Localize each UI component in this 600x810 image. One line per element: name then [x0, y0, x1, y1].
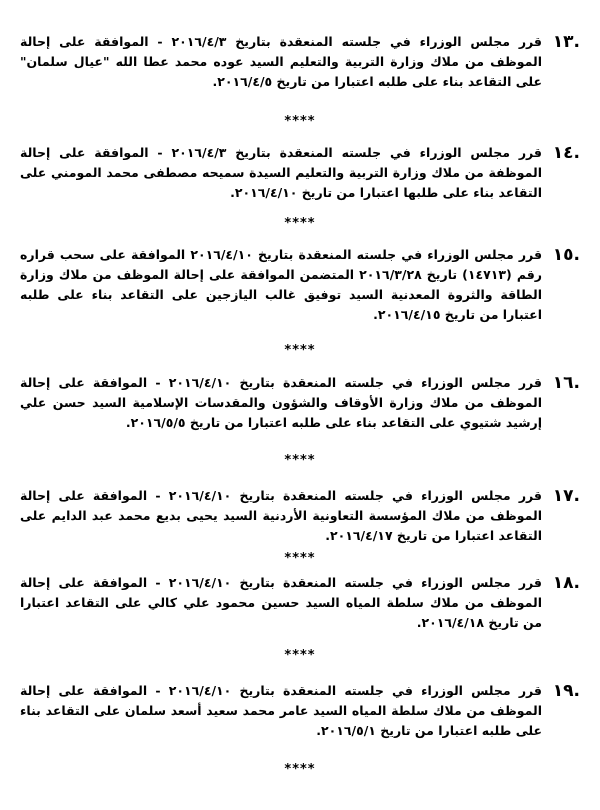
item-number: ١٣. [552, 32, 580, 52]
item-text: قرر مجلس الوزراء في جلسته المنعقدة بتاريخ ٢٠١٦/٤/١٠ - الموافقة على إحالة الموظف من ملاك المؤسسة التعاونية الأردنية السيد يحيى بديع محمد عبد الدايم على التقاعد اعتبارا من تاريخ ٢٠١٦/٤/١٧. [20, 488, 542, 543]
item-number: ١٩. [552, 681, 580, 701]
item-number: ١٤. [552, 143, 580, 163]
item-number: ١٨. [552, 573, 580, 593]
separator: **** [284, 648, 316, 663]
separator: **** [284, 114, 316, 129]
decision-item [20, 245, 580, 325]
separator: **** [284, 343, 316, 358]
item-text: قرر مجلس الوزراء في جلسته المنعقدة بتاريخ ٢٠١٦/٤/٣ - الموافقة على إحالة الموظفة من ملاك وزارة التربية والتعليم السيدة سميحه مصطفى محمد المومني على التقاعد بناء على طلبها اعتبارا من تاريخ ٢٠١٦/٤/١٠. [20, 145, 542, 200]
separator: **** [284, 762, 316, 777]
separator: **** [284, 453, 316, 468]
item-number: ١٦. [552, 373, 580, 393]
decision-item [20, 373, 580, 433]
separator: **** [284, 216, 316, 231]
decision-item [20, 486, 580, 546]
item-text: قرر مجلس الوزراء في جلسته المنعقدة بتاريخ ٢٠١٦/٤/١٠ - الموافقة على إحالة الموظف من ملاك سلطة المياه السيد عامر محمد سعيد أسعد سلمان على التقاعد بناء على طلبه اعتبارا من تاريخ ٢٠١٦/٥/١. [20, 683, 542, 738]
decision-item [20, 143, 580, 203]
item-text: قرر مجلس الوزراء في جلسته المنعقدة بتاريخ ٢٠١٦/٤/١٠ الموافقة على سحب قراره رقم (١٤٧١٣) تاريخ ٢٠١٦/٣/٢٨ المتضمن الموافقة على إحالة الموظف من ملاك وزارة الطاقة والثروة المعدنية السيد توفيق غالب اليازجين على التقاعد بناء على طلبه اعتبارا من تاريخ ٢٠١٦/٤/١٥. [20, 247, 543, 322]
decision-item [20, 573, 580, 633]
item-text: قرر مجلس الوزراء في جلسته المنعقدة بتاريخ ٢٠١٦/٤/٣ - الموافقة على إحالة الموظف من ملاك وزارة التربية والتعليم السيد عوده محمد عطا الله "عيال سلمان" على التقاعد بناء على طلبه اعتبارا من تاريخ ٢٠١٦/٤/٥. [20, 34, 542, 89]
separator: **** [284, 551, 316, 566]
decision-item [20, 681, 580, 741]
item-number: ١٧. [552, 486, 580, 506]
item-text: قرر مجلس الوزراء في جلسته المنعقدة بتاريخ ٢٠١٦/٤/١٠ - الموافقة على إحالة الموظف من ملاك سلطة المياه السيد حسين محمود علي كالي على التقاعد اعتبارا من تاريخ ٢٠١٦/٤/١٨. [20, 575, 542, 630]
decision-item [20, 32, 580, 92]
item-number: ١٥. [552, 245, 580, 265]
item-text: قرر مجلس الوزراء في جلسته المنعقدة بتاريخ ٢٠١٦/٤/١٠ - الموافقة على إحالة الموظف من ملاك وزارة الأوقاف والشؤون والمقدسات الإسلامية السيد حسن علي إرشيد شتيوي على التقاعد بناء على طلبه اعتبارا من تاريخ ٢٠١٦/٥/٥. [20, 375, 542, 430]
